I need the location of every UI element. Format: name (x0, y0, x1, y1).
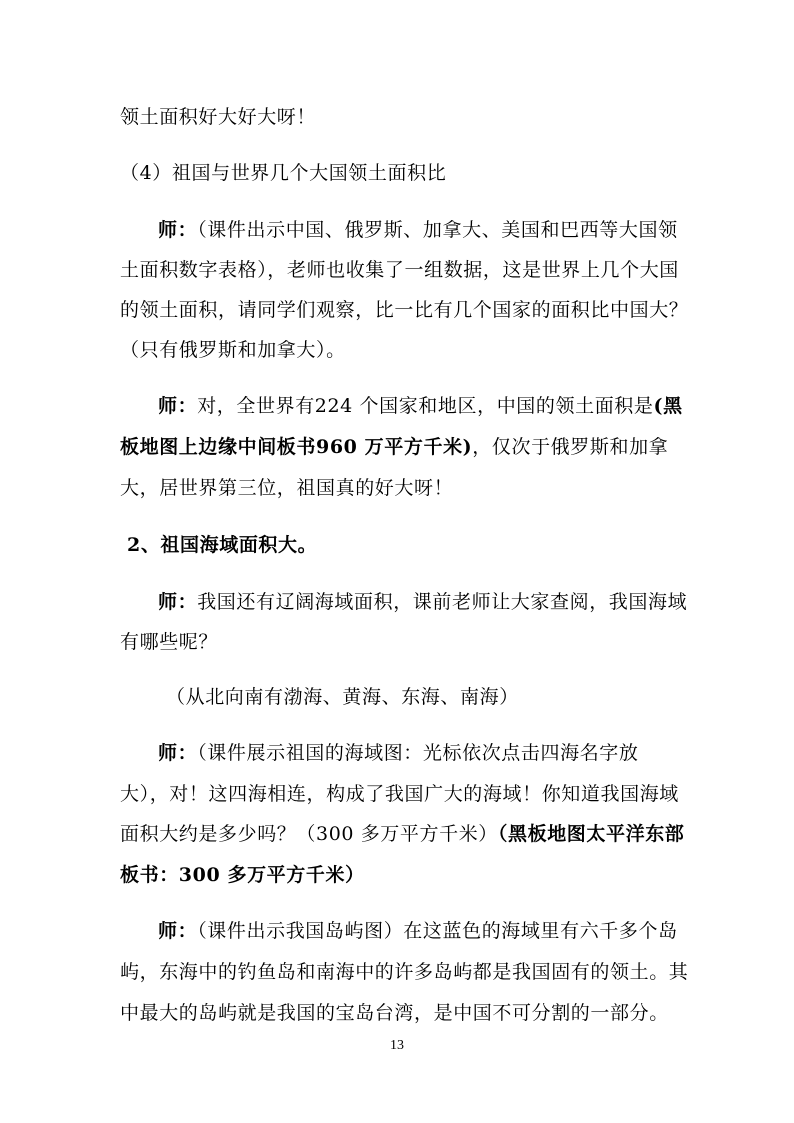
text-segment: （从北向南有渤海、黄海、东海、南海） (166, 686, 519, 708)
text-line (158, 217, 678, 243)
bold-text-segment: (黑 (653, 395, 683, 417)
bold-text-segment: 师： (158, 395, 198, 417)
page-number: 13 (390, 1038, 404, 1053)
text-segment: 有哪些呢？ (120, 631, 219, 653)
text-line (120, 160, 446, 186)
text-line (120, 297, 688, 323)
text-line (158, 589, 687, 615)
text-line (120, 821, 684, 847)
bold-text-segment: 师： (158, 920, 198, 942)
text-segment: 的领土面积，请同学们观察，比一比有几个国家的面积比中国大？ (120, 299, 689, 321)
text-line (120, 475, 453, 501)
bold-text-segment: 师： (158, 591, 198, 613)
bold-text-segment: （黑板地图太平洋东部 (497, 823, 685, 845)
text-segment: （课件出示中国、俄罗斯、加拿大、美国和巴西等大国领 (197, 219, 678, 241)
bold-text-segment: 师： (158, 219, 198, 241)
text-line (158, 393, 683, 419)
bold-text-segment: 板地图上边缘中间板书960 万平方千米) (120, 436, 473, 458)
text-line (120, 337, 346, 363)
text-segment: （只有俄罗斯和加拿大）。 (120, 339, 346, 361)
text-line (120, 862, 365, 888)
text-line (120, 434, 668, 460)
text-line (120, 1000, 669, 1026)
bold-text-segment: 师： (158, 742, 198, 764)
bold-text-segment: 板书：300 多万平方千米） (120, 864, 365, 886)
text-line (127, 532, 317, 558)
text-segment: 土面积数字表格），老师也收集了一组数据，这是世界上几个大国 (120, 259, 679, 281)
text-segment: 大，居世界第三位，祖国真的好大呀！ (120, 477, 454, 499)
bold-text-segment: 2、祖国海域面积大。 (127, 534, 318, 556)
text-segment: ，仅次于俄罗斯和加拿 (472, 436, 669, 458)
text-segment: 对，全世界有224 个国家和地区，中国的领土面积是 (197, 395, 654, 417)
text-segment: 屿，东海中的钓鱼岛和南海中的许多岛屿都是我国固有的领土。其 (120, 961, 689, 983)
text-line (166, 684, 519, 710)
text-line (158, 740, 639, 766)
text-segment: 中最大的岛屿就是我国的宝岛台湾，是中国不可分割的一部分。 (120, 1002, 669, 1024)
text-segment: 大），对！这四海相连，构成了我国广大的海域！你知道我国海域 (120, 783, 679, 805)
text-line (158, 918, 678, 944)
text-segment: 面积大约是多少吗？（300 多万平方千米） (120, 823, 498, 845)
text-line (120, 959, 688, 985)
text-line (120, 629, 218, 655)
text-segment: 领土面积好大好大呀！ (120, 106, 317, 128)
text-line (120, 257, 679, 283)
text-segment: 我国还有辽阔海域面积，课前老师让大家查阅，我国海域 (197, 591, 688, 613)
text-line (120, 781, 679, 807)
text-segment: （课件出示我国岛屿图）在这蓝色的海域里有六千多个岛 (197, 920, 678, 942)
text-segment: （课件展示祖国的海域图：光标依次点击四海名字放 (197, 742, 639, 764)
text-segment: （4）祖国与世界几个大国领土面积比 (120, 162, 447, 184)
text-line (120, 104, 316, 130)
